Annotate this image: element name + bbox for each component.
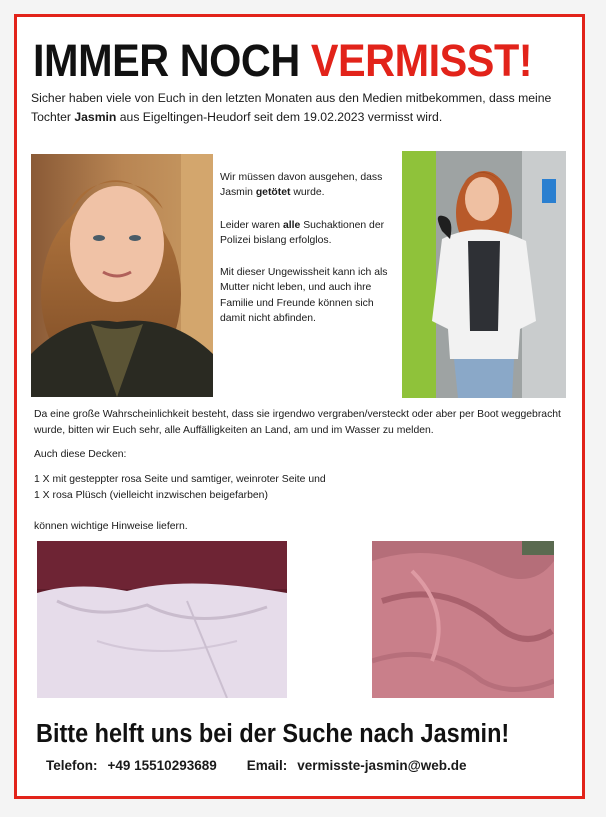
middle-paragraph-1	[220, 170, 398, 201]
blanket-item: 1 X rosa Plüsch (vielleicht inzwischen beigefarben)	[34, 489, 268, 501]
missing-person-poster	[14, 14, 585, 799]
email-address[interactable]: vermisste-jasmin@web.de	[297, 758, 467, 773]
jasmin-portrait-photo	[31, 154, 213, 397]
middle-p2-bold: alle	[282, 219, 301, 231]
contact-line	[46, 757, 477, 775]
blanket-item: 1 X mit gesteppter rosa Seite und samtiger, weinroter Seite und	[34, 474, 326, 485]
middle-p1-bold: getötet	[255, 187, 291, 199]
blanket-list	[34, 472, 574, 503]
phone-number[interactable]: +49 15510293689	[107, 758, 217, 773]
hints-paragraph: können wichtige Hinweise liefern.	[34, 521, 188, 532]
middle-paragraph-3: Mit dieser Ungewissheit kann ich als Mutter nicht leben, und auch ihre Familie und Freunde können sich damit nicht abfinden.	[220, 267, 388, 325]
plush-blanket-photo	[372, 541, 554, 698]
intro-after: aus Eigeltingen-Heudorf seit dem 19.02.2023 vermisst wird.	[116, 110, 443, 124]
probability-paragraph: Da eine große Wahrscheinlichkeit besteht, dass sie irgendwo vergraben/versteckt oder aber per Boot weggebracht wurde, bitten wir Euch sehr, alle Auffälligkeiten an Land, am und im Wasser zu melden.	[34, 409, 561, 436]
headline-part1: IMMER NOCH	[33, 35, 311, 86]
headline-part2: VERMISST!	[310, 35, 533, 86]
email-label: Email:	[246, 758, 288, 773]
middle-p2-before: Leider waren	[220, 219, 283, 231]
jasmin-standing-photo	[402, 151, 566, 398]
intro-text	[31, 89, 571, 127]
headline	[33, 37, 532, 85]
intro-name: Jasmin	[74, 110, 117, 124]
middle-p1-after: wurde.	[290, 187, 325, 199]
intro-before: Sicher haben viele von Euch in den letzten Monaten aus den Medien mitbekommen, dass meine Tochter	[31, 91, 552, 124]
quilted-blanket-photo	[37, 541, 287, 698]
phone-label: Telefon:	[46, 758, 98, 773]
middle-text	[220, 170, 398, 343]
middle-p2-after: Suchaktionen der Polizei bislang erfolglos.	[220, 219, 385, 246]
middle-paragraph-2	[220, 218, 398, 249]
appeal-title: Bitte helft uns bei der Suche nach Jasmin!	[36, 720, 510, 748]
middle-p1-before: Wir müssen davon ausgehen, dass Jasmin	[220, 172, 383, 199]
blankets-heading: Auch diese Decken:	[34, 449, 127, 460]
